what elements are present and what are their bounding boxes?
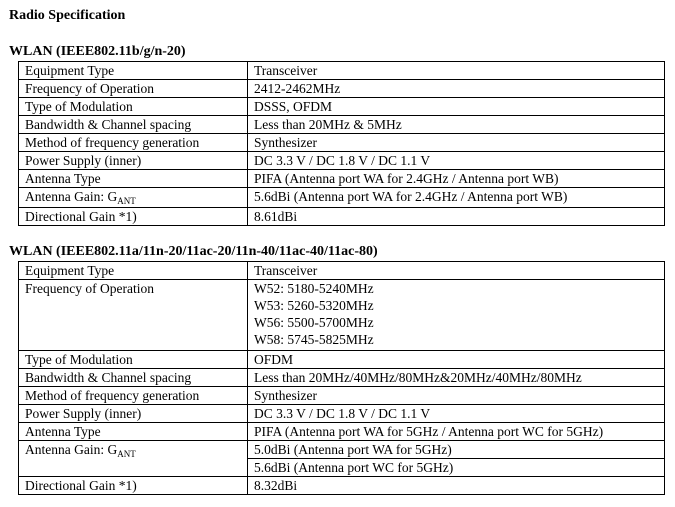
row-value: Less than 20MHz & 5MHz [248,116,665,134]
row-value: PIFA (Antenna port WA for 5GHz / Antenna port WC for 5GHz) [248,423,665,441]
row-label: Directional Gain *1) [19,208,248,226]
row-label: Power Supply (inner) [19,405,248,423]
row-value: 8.61dBi [248,208,665,226]
row-label: Bandwidth & Channel spacing [19,369,248,387]
row-value: OFDM [248,351,665,369]
row-value: DSSS, OFDM [248,98,665,116]
table-row [19,387,665,405]
table-row [19,477,665,495]
table-row [19,188,665,208]
section-heading-wlan-5g: WLAN (IEEE802.11a/11n-20/11ac-20/11n-40/11ac-40/11ac-80) [9,244,378,259]
table-row [19,170,665,188]
frequency-band-w58: W58: 5745-5825MHz [254,332,374,347]
table-row [19,208,665,226]
row-label-subscript: ANT [117,196,136,206]
row-value: DC 3.3 V / DC 1.8 V / DC 1.1 V [248,405,665,423]
row-value: Less than 20MHz/40MHz/80MHz&20MHz/40MHz/80MHz [248,369,665,387]
row-value-antenna-gain-wc: 5.6dBi (Antenna port WC for 5GHz) [248,459,665,477]
table-row [19,98,665,116]
row-label: Frequency of Operation [19,80,248,98]
row-label-antenna-gain [19,188,248,208]
table-row [19,423,665,441]
row-label-text: Antenna Gain: G [25,189,118,204]
row-label: Directional Gain *1) [19,477,248,495]
table-row [19,116,665,134]
spec-table-wlan-2g [18,61,665,226]
row-label: Equipment Type [19,262,248,280]
table-row [19,134,665,152]
table-row [19,441,665,459]
table-row [19,262,665,280]
table-row [19,369,665,387]
row-value: 5.6dBi (Antenna port WA for 2.4GHz / Antenna port WB) [248,188,665,208]
table-row [19,351,665,369]
frequency-band-w53: W53: 5260-5320MHz [254,298,374,313]
row-value: Transceiver [248,62,665,80]
row-label-text: Antenna Gain: G [25,442,118,457]
row-value: 2412-2462MHz [248,80,665,98]
row-label-antenna-gain [19,441,248,477]
row-label: Antenna Type [19,423,248,441]
row-label: Power Supply (inner) [19,152,248,170]
section-heading-wlan-2g: WLAN (IEEE802.11b/g/n-20) [9,44,186,59]
document-title: Radio Specification [9,8,126,23]
row-value-frequency-list [248,280,665,351]
table-row [19,80,665,98]
row-label: Type of Modulation [19,351,248,369]
row-value-antenna-gain-wa: 5.0dBi (Antenna port WA for 5GHz) [248,441,665,459]
row-value: Synthesizer [248,134,665,152]
row-value: Synthesizer [248,387,665,405]
table-row [19,152,665,170]
row-label: Antenna Type [19,170,248,188]
row-label: Frequency of Operation [19,280,248,351]
row-label: Method of frequency generation [19,387,248,405]
row-label: Method of frequency generation [19,134,248,152]
row-value: Transceiver [248,262,665,280]
row-value: 8.32dBi [248,477,665,495]
spec-table-wlan-5g [18,261,665,495]
row-value: DC 3.3 V / DC 1.8 V / DC 1.1 V [248,152,665,170]
table-row [19,280,665,351]
row-value: PIFA (Antenna port WA for 2.4GHz / Antenna port WB) [248,170,665,188]
frequency-band-w52: W52: 5180-5240MHz [254,281,374,296]
table-row [19,405,665,423]
row-label-subscript: ANT [117,449,136,459]
frequency-band-w56: W56: 5500-5700MHz [254,315,374,330]
table-row [19,62,665,80]
row-label: Bandwidth & Channel spacing [19,116,248,134]
row-label: Equipment Type [19,62,248,80]
row-label: Type of Modulation [19,98,248,116]
